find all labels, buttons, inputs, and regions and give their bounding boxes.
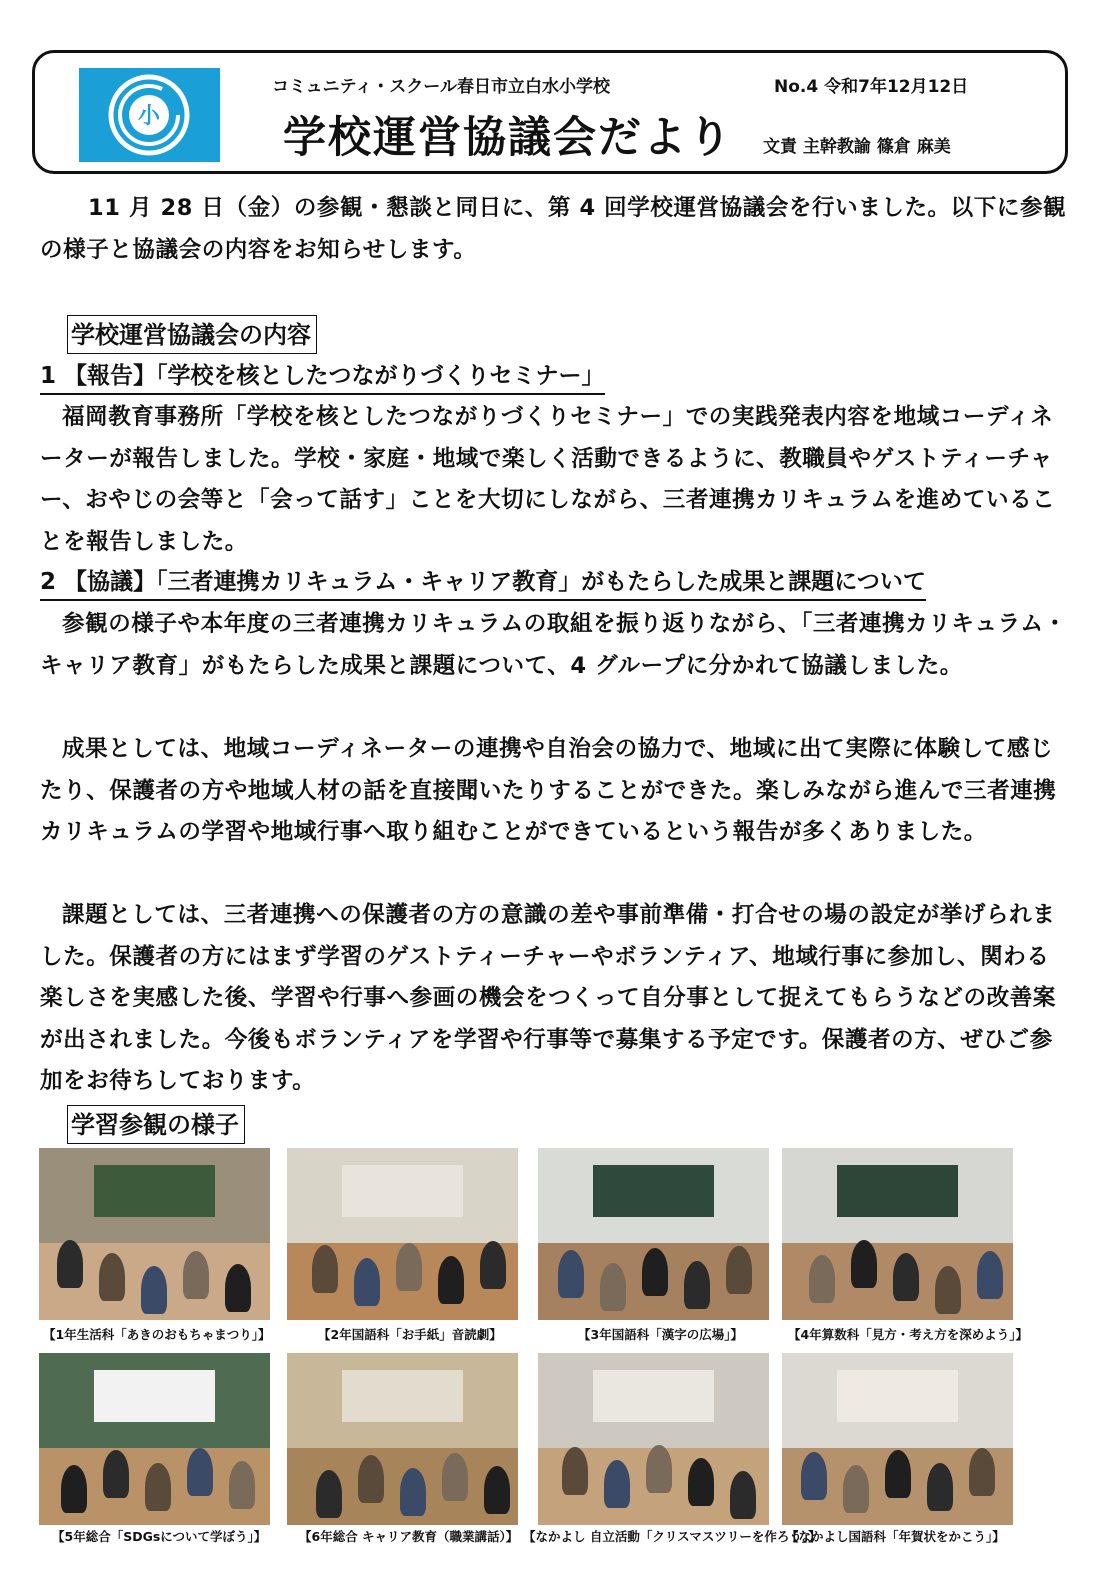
photo-figure <box>480 1241 506 1289</box>
organization-name: コミュニティ・スクール春日市立白水小学校 <box>272 77 610 97</box>
photo-caption: 【なかよし 自立活動「クリスマスツリーを作ろう」】 <box>523 1529 821 1544</box>
photo-figure <box>484 1466 510 1514</box>
item2-heading: 2 【協議】「三者連携カリキュラム・キャリア教育」がもたらした成果と課題について <box>40 565 926 601</box>
item1-body: 福岡教育事務所「学校を核としたつながりづくりセミナー」での実践発表内容を地域コーディネーターが報告しました。学校・家庭・地域で楽しく活動できるように、教職員やゲストティーチャー、おやじの会等と「会って話す」ことを大切にしながら、三者連携カリキュラムを進めていることを報告しました。 <box>40 404 1056 555</box>
section-heading-council: 学校運営協議会の内容 <box>67 315 317 354</box>
photo-figure <box>969 1448 995 1496</box>
photo-figure <box>358 1455 384 1503</box>
photo-figure <box>927 1463 953 1511</box>
class-photo <box>782 1353 1013 1525</box>
class-photo <box>538 1148 769 1320</box>
item2-body-2: 成果としては、地域コーディネーターの連携や自治会の協力で、地域に出て実際に体験して感じたり、保護者の方や地域人材の話を直接聞いたりすることができた。楽しみながら進んで三者連携カリキュラムの学習や地域行事へ取り組むことができているという報告が多くありました。 <box>40 736 1057 845</box>
photo-figure <box>977 1251 1003 1299</box>
photo-board <box>837 1370 957 1422</box>
class-photo <box>287 1353 518 1525</box>
photo-figure <box>688 1458 714 1506</box>
photo-figure <box>730 1471 756 1519</box>
photo-board <box>94 1165 214 1217</box>
school-emblem-icon <box>79 68 220 162</box>
photo-caption: 【6年総合 キャリア教育（職業講話）】 <box>299 1529 519 1544</box>
photo-figure <box>851 1240 877 1288</box>
photo-figure <box>604 1460 630 1508</box>
school-logo <box>79 68 220 162</box>
section-heading-observation: 学習参観の様子 <box>67 1105 245 1144</box>
newsletter-title: 学校運営協議会だより <box>283 113 733 163</box>
photo-board <box>342 1165 462 1217</box>
photo-figure <box>141 1266 167 1314</box>
issue-number-date: No.4 令和7年12月12日 <box>774 77 969 97</box>
photo-figure <box>600 1263 626 1311</box>
class-photo <box>782 1148 1013 1320</box>
photo-caption: 【1年生活科「あきのおもちゃまつり」】 <box>43 1327 271 1342</box>
item2-body-3: 課題としては、三者連携への保護者の方の意識の差や事前準備・打合せの場の設定が挙げられました。保護者の方にはまず学習のゲストティーチャーやボランティア、地域行事に参加し、関わる楽しさを実感した後、学習や行事へ参画の機会をつくって自分事として捉えてもらうなどの改善案が出されました。今後もボランティアを学習や行事等で募集する予定です。保護者の方、ぜひご参加をお待ちしております。 <box>40 902 1056 1094</box>
photo-figure <box>312 1245 338 1293</box>
photo-figure <box>57 1240 83 1288</box>
photo-board <box>593 1370 713 1422</box>
photo-figure <box>61 1465 87 1513</box>
photo-figure <box>642 1248 668 1296</box>
photo-figure <box>354 1258 380 1306</box>
item1-heading: 1 【報告】「学校を核としたつながりづくりセミナー」 <box>40 359 605 395</box>
photo-caption: 【4年算数科「見方・考え方を深めよう」】 <box>788 1327 1028 1342</box>
photo-figure <box>400 1468 426 1516</box>
photo-board <box>837 1165 957 1217</box>
photo-figure <box>646 1445 672 1493</box>
photo-figure <box>99 1253 125 1301</box>
photo-figure <box>396 1243 422 1291</box>
logo-char: 小 <box>137 104 161 129</box>
photo-figure <box>442 1453 468 1501</box>
photo-figure <box>558 1250 584 1298</box>
photo-caption: 【5年総合「SDGsについて学ぼう」】 <box>52 1529 267 1544</box>
photo-caption: 【2年国語科「お手紙」音読劇】 <box>318 1327 502 1342</box>
photo-figure <box>103 1450 129 1498</box>
photo-figure <box>187 1448 213 1496</box>
photo-figure <box>809 1255 835 1303</box>
photo-figure <box>893 1253 919 1301</box>
photo-figure <box>316 1470 342 1518</box>
photo-board <box>593 1165 713 1217</box>
photo-caption: 【3年国語科「漢字の広場」】 <box>578 1327 743 1342</box>
photo-caption: 【なかよし国語科「年賀状をかこう」】 <box>786 1529 1005 1544</box>
class-photo <box>538 1353 769 1525</box>
class-photo <box>39 1148 270 1320</box>
photo-figure <box>801 1452 827 1500</box>
photo-figure <box>843 1465 869 1513</box>
photo-board <box>342 1370 462 1422</box>
intro-paragraph: 11 月 28 日（金）の参観・懇談と同日に、第 4 回学校運営協議会を行いました。以下に参観の様子と協議会の内容をお知らせします。 <box>40 195 1067 263</box>
photo-figure <box>229 1461 255 1509</box>
photo-figure <box>885 1450 911 1498</box>
class-photo <box>287 1148 518 1320</box>
photo-figure <box>438 1256 464 1304</box>
photo-figure <box>145 1463 171 1511</box>
photo-figure <box>562 1447 588 1495</box>
photo-figure <box>935 1266 961 1314</box>
photo-figure <box>183 1251 209 1299</box>
author-credit: 文責 主幹教諭 篠倉 麻美 <box>763 137 951 157</box>
photo-board <box>94 1370 214 1422</box>
photo-figure <box>225 1264 251 1312</box>
photo-figure <box>726 1246 752 1294</box>
class-photo <box>39 1353 270 1525</box>
photo-figure <box>684 1261 710 1309</box>
item2-body-1: 参観の様子や本年度の三者連携カリキュラムの取組を振り返りながら、「三者連携カリキュラム・キャリア教育」がもたらした成果と課題について、4 グループに分かれて協議しました。 <box>40 611 1067 679</box>
